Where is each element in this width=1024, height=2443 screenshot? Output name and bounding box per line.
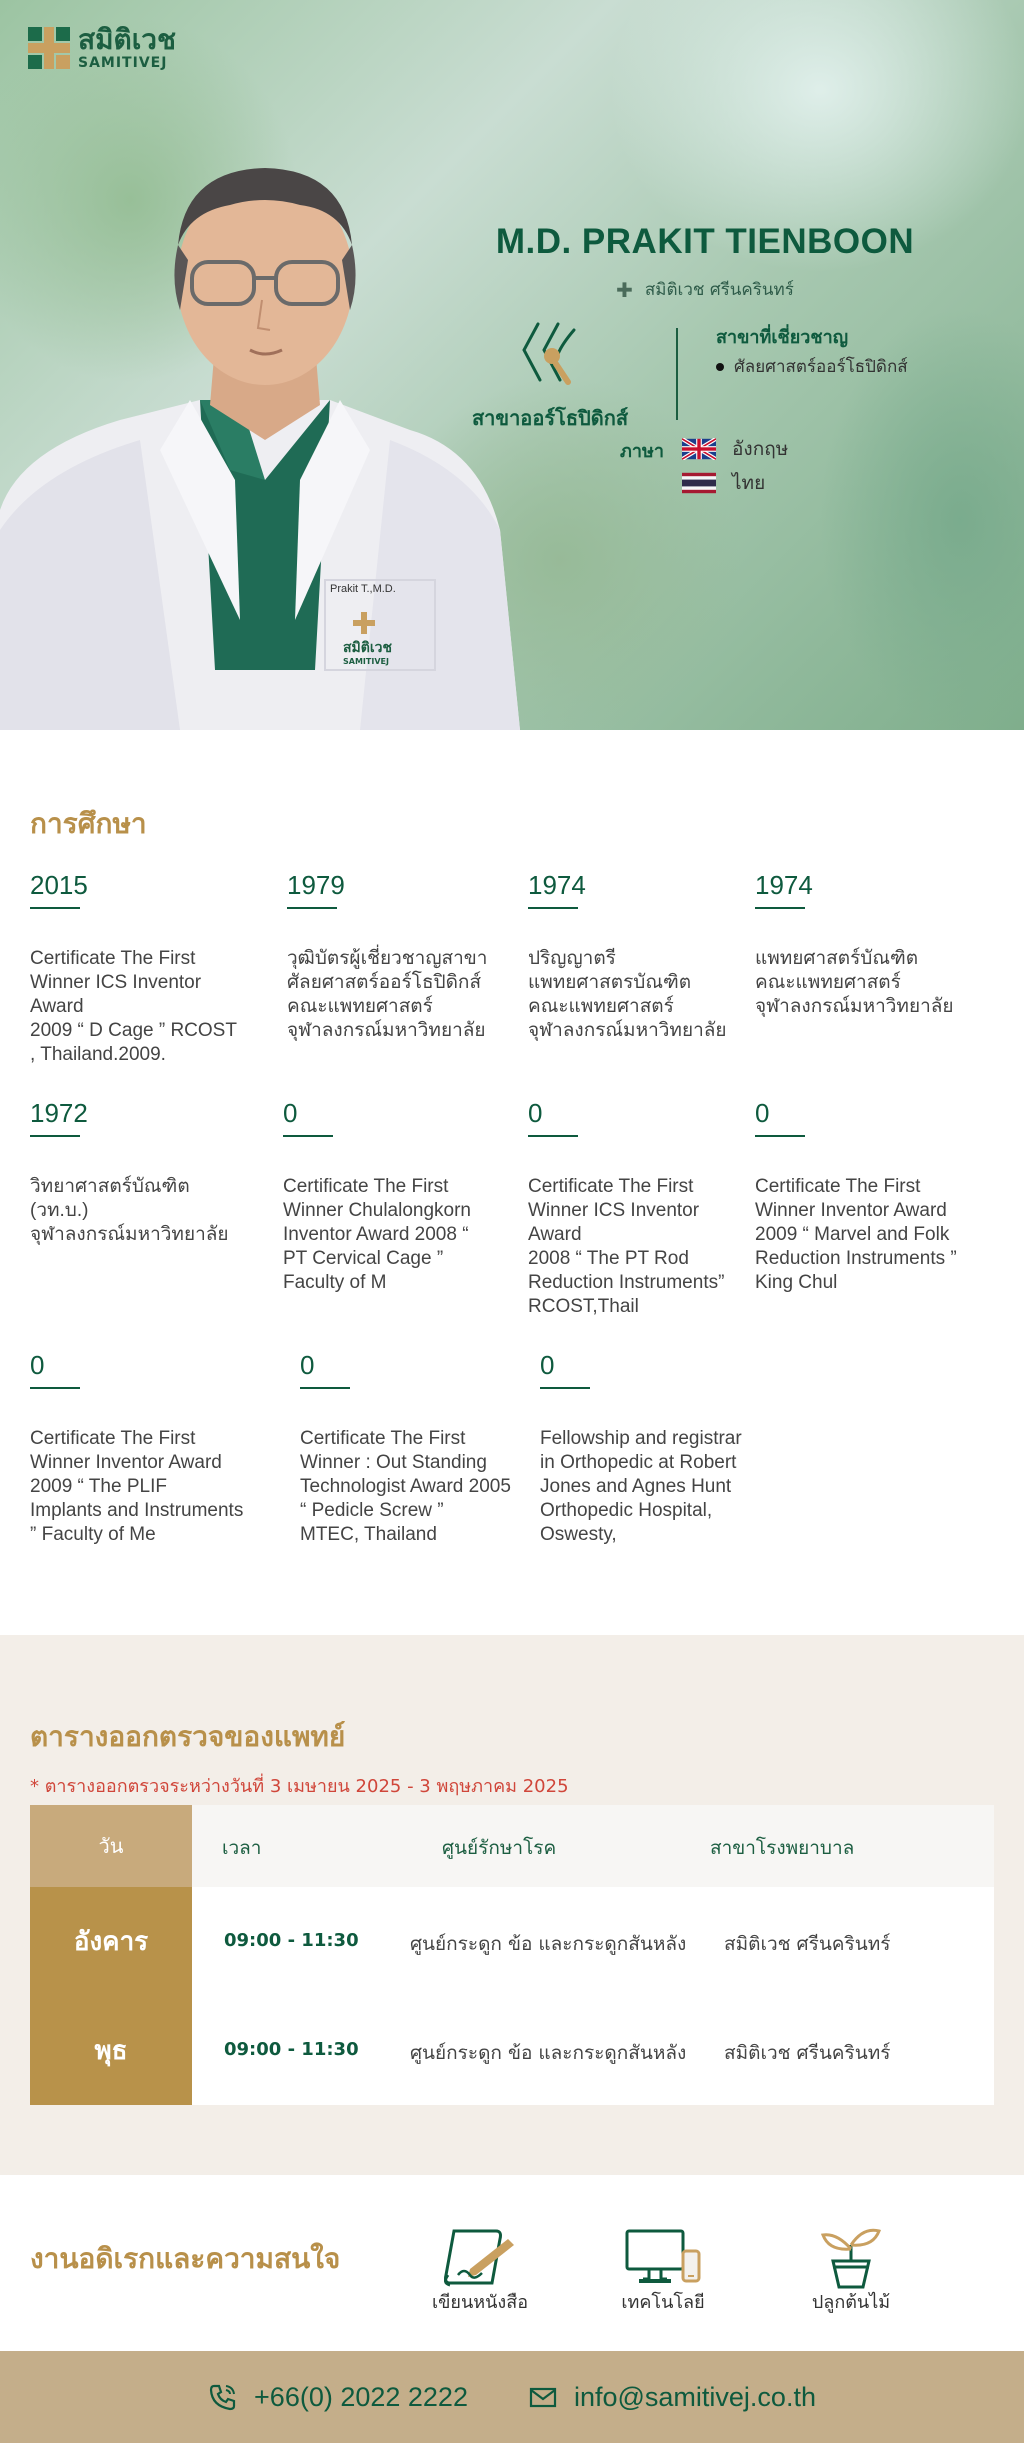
hobby-item [776, 2225, 926, 2316]
education-text: Certificate The First Winner Chulalongkorn Inventor Award 2008 “ PT Cervical Cage ” Faculty of M [283, 1176, 471, 1293]
samitivej-cross-icon [28, 27, 70, 69]
expertise-block [716, 322, 908, 380]
row-center: ศูนย์กระดูก ข้อ และกระดูกสันหลัง [410, 2042, 687, 2064]
year-underline [30, 1135, 80, 1137]
education-text: ปริญญาตรี แพทยศาสตรบัณฑิต คณะแพทยศาสตร์ จุฬาลงกรณ์มหาวิทยาลัย [528, 948, 727, 1041]
education-item [287, 870, 527, 1043]
education-text: แพทยศาสตร์บัณฑิต คณะแพทยศาสตร์ จุฬาลงกรณ์มหาวิทยาลัย [755, 948, 954, 1017]
logo-text-en: SAMITIVEJ [78, 55, 168, 71]
year-underline [30, 1387, 80, 1389]
education-section [0, 730, 1024, 1635]
hobbies-title: งานอดิเรกและความสนใจ [30, 2242, 341, 2275]
education-text: Certificate The First Winner : Out Standing Technologist Award 2005 “ Pedicle Screw ” MTEC, Thailand [300, 1428, 511, 1545]
education-text: Certificate The First Winner ICS Inventor Award 2009 “ D Cage ” RCOST , Thailand.2009. [30, 948, 237, 1065]
education-title: การศึกษา [30, 807, 147, 840]
hospital-cross-icon: ✚ [616, 277, 633, 302]
phone-icon [208, 2382, 238, 2412]
hobby-label: เทคโนโลยี [621, 2292, 705, 2313]
education-item [30, 870, 270, 1067]
year-underline [755, 907, 805, 909]
language-english [682, 434, 788, 464]
samitivej-logo[interactable] [28, 23, 177, 71]
row-day: พุธ [30, 1996, 192, 2105]
year-underline [528, 1135, 578, 1137]
row-center: ศูนย์กระดูก ข้อ และกระดูกสันหลัง [410, 1933, 687, 1955]
education-year: 1972 [30, 1098, 88, 1128]
education-item [540, 1350, 780, 1547]
hobby-item [588, 2225, 738, 2316]
language-label: ภาษา [620, 441, 664, 462]
year-underline [528, 907, 578, 909]
education-year: 1979 [287, 870, 345, 900]
thai-flag-icon [682, 472, 716, 494]
year-underline [755, 1135, 805, 1137]
table-row [192, 1996, 994, 2105]
knee-joint-icon [518, 320, 582, 388]
email-link[interactable] [528, 2382, 816, 2413]
education-item [755, 1098, 995, 1295]
education-item [300, 1350, 540, 1547]
education-year: 1974 [528, 870, 586, 900]
hobby-label: เขียนหนังสือ [431, 2292, 529, 2313]
schedule-table [30, 1805, 994, 2105]
education-text: วุฒิบัตรผู้เชี่ยวชาญสาขา ศัลยศาสตร์ออร์โธปิดิกส์ คณะแพทยศาสตร์ จุฬาลงกรณ์มหาวิทยาลัย [287, 948, 488, 1041]
hobbies-section [0, 2175, 1024, 2351]
coat-logo-th: สมิติเวช [343, 640, 393, 656]
row-branch: สมิติเวช ศรีนครินทร์ [724, 1933, 891, 1955]
education-year: 1974 [755, 870, 813, 900]
row-time: 09:00 - 11:30 [224, 1930, 359, 1951]
schedule-title: ตารางออกตรวจของแพทย์ [30, 1720, 346, 1753]
header-center: ศูนย์รักษาโรค [442, 1837, 557, 1859]
specialty-block [455, 320, 645, 434]
education-text: วิทยาศาสตร์บัณฑิต (วท.บ.) จุฬาลงกรณ์มหาวิทยาลัย [30, 1176, 229, 1245]
education-item [30, 1098, 270, 1247]
education-year: 0 [283, 1098, 298, 1128]
year-underline [287, 907, 337, 909]
writing-scroll-icon [440, 2225, 520, 2291]
plant-pot-icon [811, 2225, 891, 2291]
language-thai [682, 468, 765, 498]
hospital-name: สมิติเวช ศรีนครินทร์ [644, 280, 794, 300]
education-year: 0 [30, 1350, 45, 1380]
language-name: ไทย [732, 472, 766, 494]
mail-icon [528, 2382, 558, 2412]
education-text: Certificate The First Winner Inventor Award 2009 “ The PLIF Implants and Instruments ” Faculty of Me [30, 1428, 244, 1545]
hobby-label: ปลูกต้นไม้ [811, 2292, 891, 2313]
phone-number: +66(0) 2022 2222 [254, 2381, 468, 2412]
education-item [283, 1098, 523, 1295]
bullet-icon [716, 363, 724, 371]
hobby-item [405, 2225, 555, 2316]
education-item [30, 1350, 280, 1547]
coat-name-tag: Prakit T.,M.D. [330, 583, 396, 595]
row-time: 09:00 - 11:30 [224, 2039, 359, 2060]
year-underline [283, 1135, 333, 1137]
language-name: อังกฤษ [732, 438, 789, 460]
year-underline [540, 1387, 590, 1389]
header-time: เวลา [222, 1837, 262, 1859]
phone-link[interactable] [208, 2382, 468, 2413]
year-underline [300, 1387, 350, 1389]
header-branch: สาขาโรงพยาบาล [710, 1837, 855, 1859]
education-year: 2015 [30, 870, 88, 900]
schedule-section [0, 1635, 1024, 2175]
expertise-item-text: ศัลยศาสตร์ออร์โธปิดิกส์ [734, 357, 908, 377]
contact-footer [0, 2351, 1024, 2443]
education-item [528, 1098, 768, 1319]
table-header [192, 1805, 994, 1887]
uk-flag-icon [682, 438, 716, 460]
education-year: 0 [300, 1350, 315, 1380]
row-day: อังคาร [30, 1887, 192, 1996]
table-row [192, 1887, 994, 1996]
doctor-hero [0, 0, 1024, 730]
year-underline [30, 907, 80, 909]
row-branch: สมิติเวช ศรีนครินทร์ [724, 2042, 891, 2064]
education-text: Certificate The First Winner ICS Inventor Award 2008 “ The PT Rod Reduction Instruments” RCOST,Thail [528, 1176, 725, 1317]
technology-devices-icon [623, 2225, 703, 2291]
education-year: 0 [528, 1098, 543, 1128]
specialty-label: สาขาออร์โธปิดิกส์ [471, 406, 629, 430]
email-address: info@samitivej.co.th [573, 2381, 816, 2412]
education-text: Certificate The First Winner Inventor Award 2009 “ Marvel and Folk Reduction Instruments ” King Chul [755, 1176, 957, 1293]
coat-logo-en: SAMITIVEJ [343, 657, 389, 666]
header-day: วัน [30, 1805, 192, 1887]
expertise-item [716, 353, 908, 380]
education-year: 0 [755, 1098, 770, 1128]
doctor-hospital [440, 276, 970, 303]
expertise-title: สาขาที่เชี่ยวชาญ [716, 327, 849, 348]
education-item [755, 870, 995, 1019]
doctor-name: M.D. PRAKIT TIENBOON [495, 222, 915, 261]
specialty-divider [676, 328, 678, 420]
schedule-note: * ตารางออกตรวจระหว่างวันที่ 3 เมษายน 2025 - 3 พฤษภาคม 2025 [30, 1776, 569, 1797]
education-item [528, 870, 768, 1043]
logo-text-th: สมิติเวช [78, 23, 177, 56]
education-text: Fellowship and registrar in Orthopedic at Robert Jones and Agnes Hunt Orthopedic Hospital, Oswesty, [540, 1428, 742, 1545]
education-year: 0 [540, 1350, 555, 1380]
